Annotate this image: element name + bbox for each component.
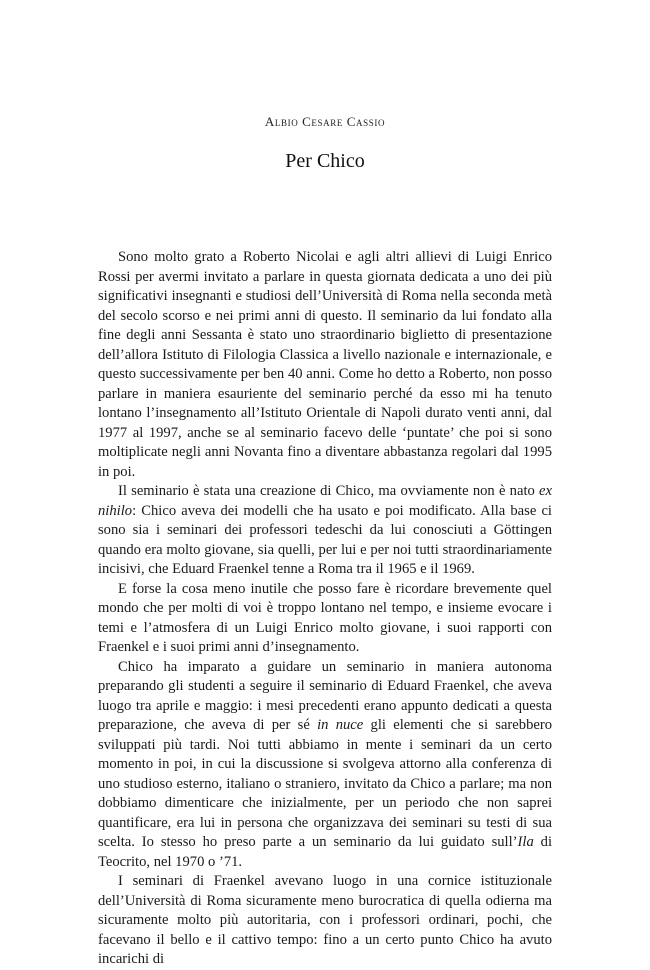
paragraph-3: E forse la cosa meno inutile che posso fare è ricordare brevemente quel mondo che per molti di voi è troppo lontano nel tempo, e insieme evocare i temi e l’atmosfera di un Luigi Enrico molto giovane, i suoi rapporti con Fraenkel e i suoi primi anni d’insegnamento. <box>98 580 552 655</box>
latin-phrase: ex nihilo <box>98 483 552 519</box>
paragraph-4: Chico ha imparato a guidare un seminario in maniera autonoma preparando gli studenti a seguire il seminario di Eduard Fraenkel, che aveva luogo tra aprile e maggio: i mesi precedenti erano appunto dedicati a questa preparazione, che aveva di per sé in nuce gli elementi che si sarebbero sviluppati più tardi. Noi tutti abbiamo in mente i seminari da un certo momento in poi, in cui la discussione si svolgeva attorno alla conferenza di uno studioso esterno, italiano o straniero, invitato da Chico a parlare; ma non dobbiamo dimenticare che inizialmente, per un periodo che non saprei quantificare, era lui in persona che organizzava dei seminari su testi di sua scelta. Io stesso ho preso parte a un seminario da lui guidato sull’Ila di Teocrito, nel 1970 o ’71. <box>98 658 552 870</box>
paragraph-1: Sono molto grato a Roberto Nicolai e agli altri allievi di Luigi Enrico Rossi per avermi invitato a parlare in questa giornata dedicata a uno dei più significativi insegnanti e studiosi dell’Università di Roma nella seconda metà del secolo scorso e nei primi anni di questo. Il seminario da lui fondato alla fine degli anni Sessanta è stato uno straordinario biglietto di presentazione dell’allora Istituto di Filologia Classica a livello nazionale e internazionale, e questo successivamente per ben 40 anni. Come ho detto a Roberto, non posso parlare in maniera esauriente del seminario perché da esso mi ha tenuto lontano l’insegnamento all’Istituto Orientale di Napoli durato venti anni, dal 1977 al 1997, anche se al seminario facevo delle ‘puntate’ che poi si sono moltiplicate negli anni Novanta fino a diventare abbastanza regolari dal 1995 in poi. <box>98 249 552 480</box>
chapter-title: Per Chico <box>285 150 365 172</box>
paragraph-5: I seminari di Fraenkel avevano luogo in una cornice istituzionale dell’Università di Roma sicuramente meno burocratica di quella odierna ma sicuramente molto più autoritaria, con i professori ordinari, pochi, che facevano il bello e il cattivo tempo: fino a un certo punto Chico ha avuto incarichi di <box>98 873 552 967</box>
paragraph-2: Il seminario è stata una creazione di Chico, ma ovviamente non è nato ex nihilo: Chico aveva dei modelli che ha usato e poi modificato. Alla base ci sono sia i seminari dei professori tedeschi da lui conosciuti a Göttingen quando era molto giovane, sia quelli, per lui e per noi tutti straordinariamente incisivi, che Eduard Fraenkel tenne a Roma tra il 1965 e il 1969. <box>98 483 552 577</box>
latin-phrase: in nuce <box>317 717 364 733</box>
chapter-author: Albio Cesare Cassio <box>264 114 386 129</box>
work-title: Ila <box>517 834 534 850</box>
chapter-body <box>98 248 552 970</box>
